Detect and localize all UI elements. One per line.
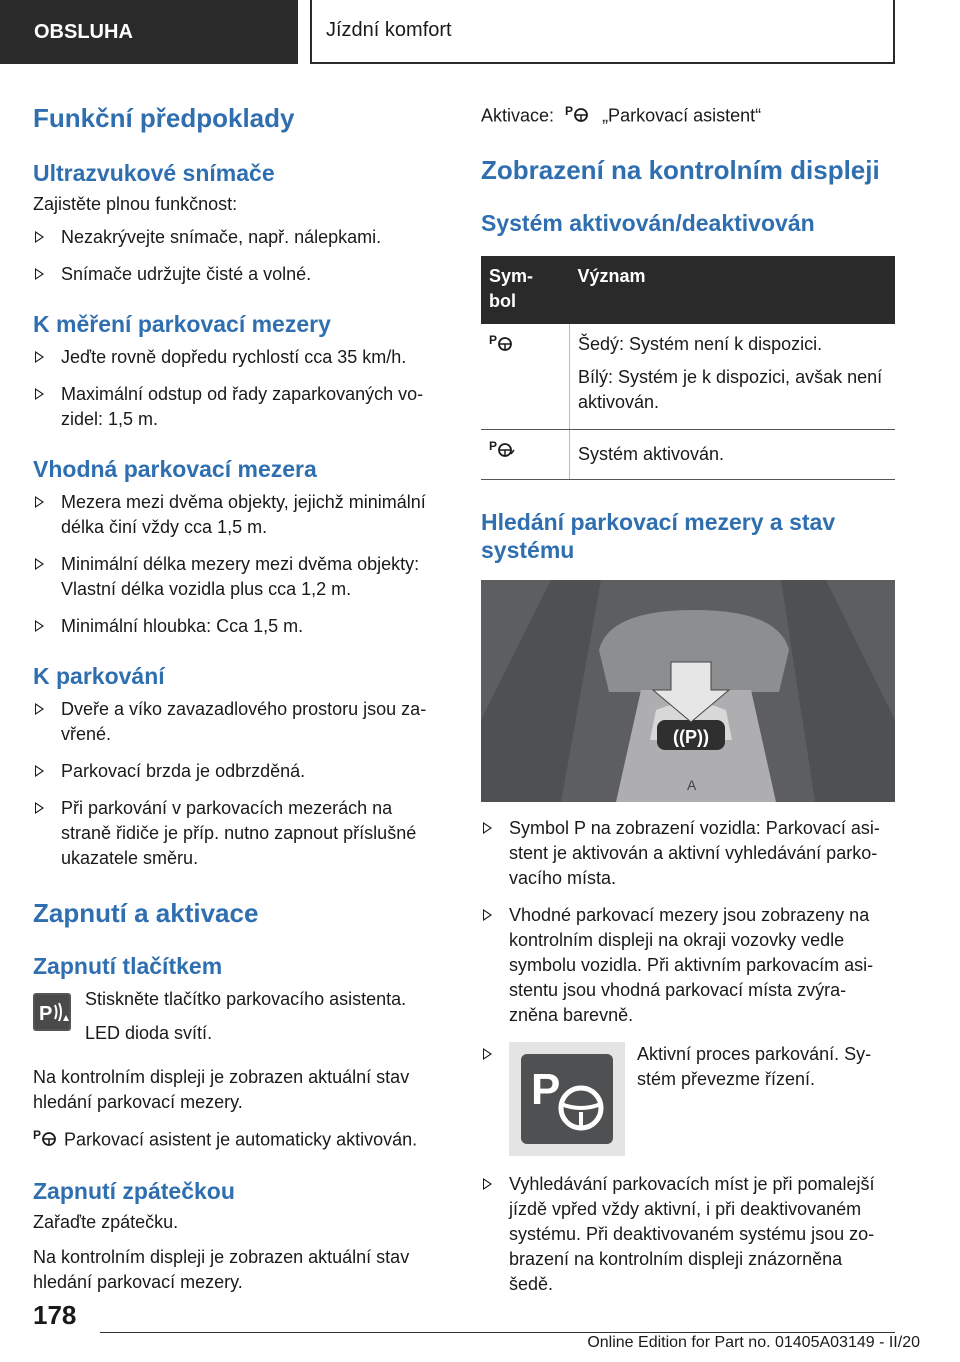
bullet-arrow-icon bbox=[35, 765, 44, 777]
bullet-arrow-icon bbox=[483, 822, 492, 834]
page-number: 178 bbox=[33, 1300, 77, 1330]
list-item: Parkovací brzda je odbrzděná. bbox=[33, 759, 448, 784]
display-text: Na kontrolním displeji je zobrazen aktuální stav hledání parkovací mezery. bbox=[33, 1067, 410, 1112]
table-header-symbol: Sym- bol bbox=[481, 256, 570, 324]
parking-assist-icon bbox=[565, 103, 591, 130]
list-item: Při parkování v parkovacích mezerách na straně řidiče je příp. nutno zapnout příslušné ukazatele směru. bbox=[33, 796, 448, 871]
heading-suitable-space: Vhodná parkovací mezera bbox=[33, 456, 317, 482]
list-item: Minimální délka mezery mezi dvěma objekty: Vlastní délka vozidla plus cca 1,2 m. bbox=[33, 552, 448, 602]
reverse-text-2: Na kontrolním displeji je zobrazen aktuální stav hledání parkovací mezery. bbox=[33, 1247, 410, 1292]
sensors-intro: Zajistěte plnou funkčnost: bbox=[33, 194, 238, 214]
heading-prerequisites: Funkční předpoklady bbox=[33, 103, 295, 133]
svg-text:P: P bbox=[39, 1003, 53, 1025]
svg-text:P: P bbox=[489, 439, 498, 453]
button-text-2: LED dioda svítí. bbox=[85, 1023, 213, 1043]
activation-line: Aktivace: P „Parkovací asistent“ bbox=[481, 103, 895, 130]
svg-text:P: P bbox=[33, 1128, 42, 1142]
active-parking-text: Aktivní proces parkování. Sy- stém převezme řízení. bbox=[637, 1044, 872, 1089]
heading-display: Zobrazení na kontrolním displeji bbox=[481, 155, 880, 185]
list-item: Symbol P na zobrazení vozidla: Parkovací asi- stent je aktivován a aktivní vyhledávání parko- vacího místa. bbox=[481, 816, 895, 891]
table-row bbox=[481, 324, 895, 430]
right-column bbox=[481, 100, 895, 1297]
heading-search-state: Hledání parkovací mezery a stav systému bbox=[481, 509, 836, 563]
bullet-arrow-icon bbox=[35, 620, 44, 632]
meaning-active: Systém aktivován. bbox=[570, 430, 896, 480]
svg-text:((P)): ((P)) bbox=[673, 727, 709, 747]
meaning-white: Bílý: Systém je k dispozici, avšak není aktivován. bbox=[578, 367, 883, 412]
bullet-arrow-icon bbox=[35, 496, 44, 508]
heading-system-state: Systém aktivován/deaktivován bbox=[481, 210, 815, 236]
heading-sensors: Ultrazvukové snímače bbox=[33, 160, 275, 186]
button-block bbox=[33, 989, 448, 1051]
list-item bbox=[481, 1042, 895, 1158]
footer-divider bbox=[100, 1332, 895, 1333]
edition-note: Online Edition for Part no. 01405A03149 - II/20 bbox=[587, 1334, 920, 1351]
svg-text:P: P bbox=[489, 333, 498, 347]
header-section: OBSLUHA bbox=[0, 0, 298, 64]
svg-text:P: P bbox=[565, 104, 574, 118]
heading-activation: Zapnutí a aktivace bbox=[33, 898, 259, 928]
bullet-arrow-icon bbox=[35, 268, 44, 280]
list-item: Vhodné parkovací mezery jsou zobrazeny na kontrolním displeji na okraji vozovky vedle symbolu vozidla. Při aktivním parkovacím asi- stentu jsou vhodná parkovací místa zvýra- zněna barevně. bbox=[481, 903, 895, 1028]
header-chapter: Jízdní komfort bbox=[310, 0, 895, 64]
bullet-arrow-icon bbox=[35, 558, 44, 570]
heading-measure: K měření parkovací mezery bbox=[33, 311, 331, 337]
bullet-arrow-icon bbox=[35, 351, 44, 363]
table-header-row bbox=[481, 256, 895, 324]
meaning-grey: Šedý: Systém není k dispozici. bbox=[578, 334, 823, 354]
table-row bbox=[481, 430, 895, 480]
heading-button: Zapnutí tlačítkem bbox=[33, 953, 223, 979]
list-item: Jeďte rovně dopředu rychlostí cca 35 km/h. bbox=[33, 345, 448, 370]
table-header-meaning: Význam bbox=[570, 256, 896, 324]
bullet-arrow-icon bbox=[35, 231, 44, 243]
left-column bbox=[33, 100, 448, 1295]
list-item: Vyhledávání parkovacích míst je při pomalejší jízdě vpřed vždy aktivní, i při deaktivovaném systému. Při deaktivovaném systému jsou zo- brazení na kontrolním displeji znázorněna šedě. bbox=[481, 1172, 895, 1297]
bullet-arrow-icon bbox=[483, 1048, 492, 1060]
active-parking-icon bbox=[509, 1042, 625, 1156]
bullet-arrow-icon bbox=[35, 802, 44, 814]
parking-assist-grey-icon bbox=[489, 333, 515, 356]
bullet-arrow-icon bbox=[35, 388, 44, 400]
svg-text:A: A bbox=[687, 777, 697, 793]
list-item: Snímače udržujte čisté a volné. bbox=[33, 262, 448, 287]
auto-activated-line: P Parkovací asistent je automaticky aktivován. bbox=[33, 1127, 448, 1154]
svg-text:P: P bbox=[531, 1065, 561, 1114]
symbol-table bbox=[481, 256, 895, 480]
bullet-arrow-icon bbox=[483, 909, 492, 921]
list-item: Maximální odstup od řady zaparkovaných vo- zidel: 1,5 m. bbox=[33, 382, 448, 432]
parking-assist-icon bbox=[33, 1127, 59, 1154]
list-item: Minimální hloubka: Cca 1,5 m. bbox=[33, 614, 448, 639]
list-item: Mezera mezi dvěma objekty, jejichž minimální délka činí vždy cca 1,5 m. bbox=[33, 490, 448, 540]
list-item: Dveře a víko zavazadlového prostoru jsou za- vřené. bbox=[33, 697, 448, 747]
reverse-text-1: Zařaďte zpátečku. bbox=[33, 1212, 179, 1232]
button-text-1: Stiskněte tlačítko parkovacího asistenta. bbox=[85, 989, 407, 1009]
parking-assist-active-icon bbox=[489, 439, 517, 462]
list-item: Nezakrývejte snímače, např. nálepkami. bbox=[33, 225, 448, 250]
heading-reverse: Zapnutí zpátečkou bbox=[33, 1178, 235, 1204]
heading-parking: K parkování bbox=[33, 663, 165, 689]
parking-display-illustration bbox=[481, 580, 895, 802]
park-assist-button-icon bbox=[33, 993, 71, 1031]
bullet-arrow-icon bbox=[483, 1178, 492, 1190]
bullet-arrow-icon bbox=[35, 703, 44, 715]
